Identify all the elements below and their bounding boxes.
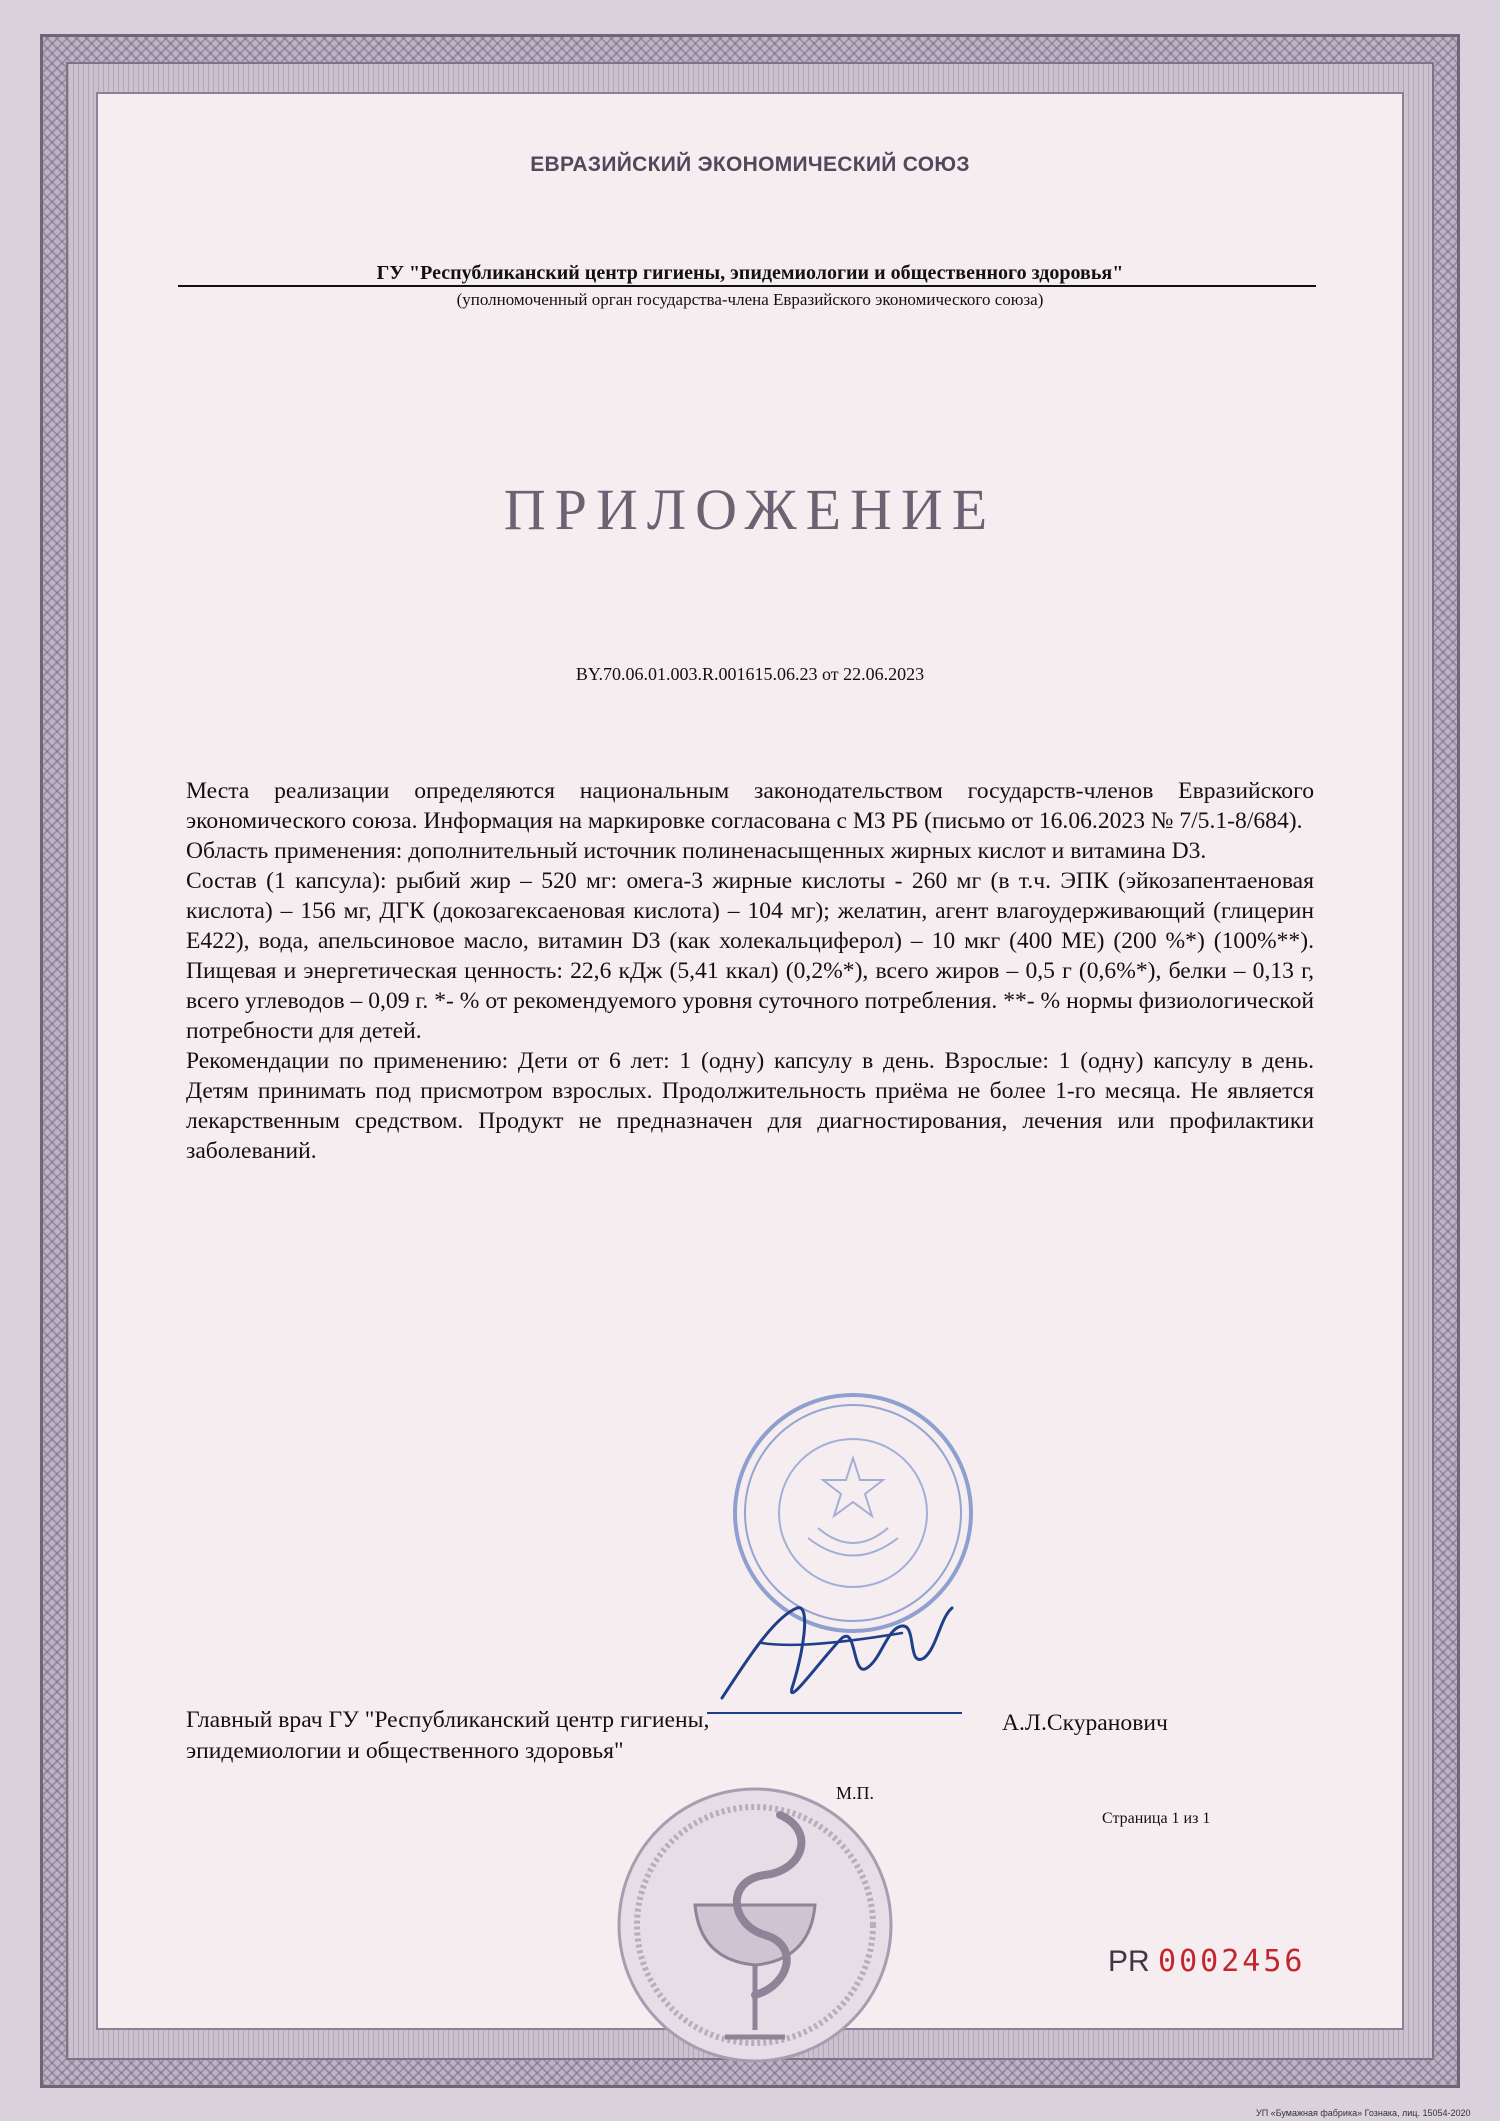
paragraph-composition: Состав (1 капсула): рыбий жир – 520 мг: омега-3 жирные кислоты - 260 мг (в т.ч. ЭПК (эйкозапентаеновая кислота) – 156 мг, ДГК (докозагексаеновая кислота) – 104 мг); желатин, агент влагоудерживающий (глицерин Е422), вода, апельсиновое масло, витамин D3 (как холекальциферол) – 10 мкг (400 МЕ) (200 %*) (100%**). Пищевая и энергетическая ценность: 22,6 кДж (5,41 ккал) (0,2%*), всего жиров – 0,5 г (0,6%*), белки – 0,13 г, всего углеводов – 0,09 г. *- % от рекомендуемого уровня суточного потребления. **- % нормы физиологической потребности для детей.	[186, 868, 1314, 1044]
registration-number: BY.70.06.01.003.R.001615.06.23 от 22.06.2023	[575, 664, 925, 684]
document-title: ПРИЛОЖЕНИЕ	[503, 477, 997, 542]
union-heading: ЕВРАЗИЙСКИЙ ЭКОНОМИЧЕСКИЙ СОЮЗ	[530, 153, 970, 176]
serial-prefix: PR	[1108, 1945, 1150, 1978]
annex-body	[186, 776, 1314, 1166]
seal-place-label: М.П.	[836, 1783, 875, 1803]
paragraph-recommendations: Рекомендации по применению: Дети от 6 лет: 1 (одну) капсулу в день. Взрослые: 1 (одну) капсулу в день. Детям принимать под присмотром взрослых. Продолжительность приёма не более 1-го месяца. Не является лекарственным средством. Продукт не предназначен для диагностирования, лечения или профилактики заболеваний.	[186, 1048, 1314, 1164]
organization-underline	[178, 285, 1316, 287]
paragraph-scope: Область применения: дополнительный источник полиненасыщенных жирных кислот и витамина D3.	[186, 838, 1207, 864]
issuing-organization: ГУ "Республиканский центр гигиены, эпидемиологии и общественного здоровья"	[376, 262, 1124, 284]
signatory-name: А.Л.Скуранович	[1002, 1710, 1168, 1736]
printer-imprint: УП «Бумажная фабрика» Гознака, лиц. 15054-2020	[1256, 2108, 1471, 2118]
serial-number: 0002456	[1158, 1944, 1306, 1979]
signatory-position: Главный врач ГУ "Республиканский центр гигиены, эпидемиологии и общественного здоровья"	[186, 1707, 710, 1764]
bowl-of-hygieia-emblem	[615, 1775, 895, 2071]
paragraph-sales-places: Места реализации определяются национальным законодательством государств-членов Евразийского экономического союза. Информация на маркировке согласована с МЗ РБ (письмо от 16.06.2023 № 7/5.1-8/684).	[186, 778, 1314, 834]
blank-serial	[1108, 1944, 1305, 1979]
organization-note: (уполномоченный орган государства-члена Евразийского экономического союза)	[456, 290, 1044, 309]
page-counter: Страница 1 из 1	[1102, 1810, 1211, 1827]
